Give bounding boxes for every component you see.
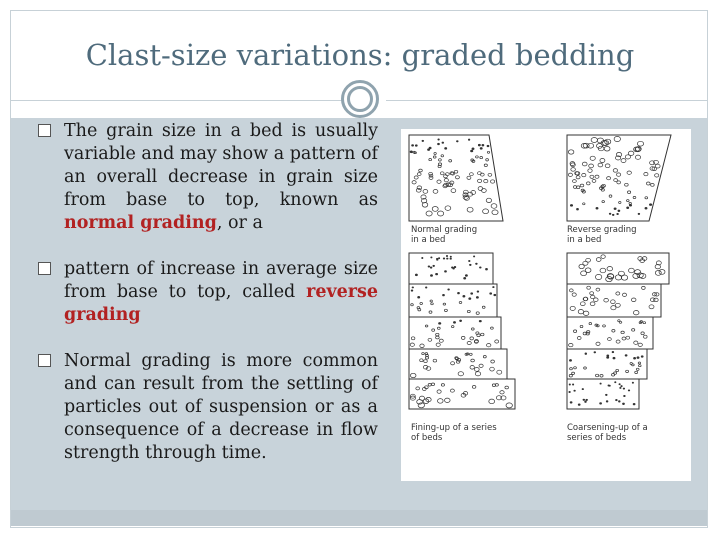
grain [443,258,445,259]
normal-grading-term: normal grading [64,213,217,233]
grain [443,294,445,296]
grain [578,404,580,406]
grain [569,360,571,362]
grain [572,384,573,385]
grain [634,357,636,359]
grain [453,322,455,324]
normal-grading-bed [409,135,503,221]
grain [594,352,596,353]
grain [479,267,481,268]
grain [445,148,447,150]
grain [476,297,478,299]
grain [458,292,460,294]
grain [569,384,570,385]
grain [616,399,618,400]
grain [438,143,440,145]
grain [422,140,424,141]
grain [641,356,643,358]
grain [487,145,489,147]
bullet-box-icon [38,354,51,367]
grain [480,148,482,150]
grain [486,268,488,270]
bullet-item [38,258,378,327]
grain [450,258,452,259]
grain [460,320,462,322]
grain [430,275,432,277]
grain [607,355,609,357]
grain [629,204,631,206]
grain [586,399,588,400]
grain [612,351,614,352]
grain [582,389,584,390]
grain [494,294,496,296]
caption-coarsening-up: Coarsening-up of a series of beds [567,423,648,443]
grain [633,403,635,405]
grain [451,267,453,268]
grain [436,258,438,259]
grain [433,265,435,266]
grain [415,274,417,276]
bullet-text: , or a [216,213,263,233]
grain [439,323,441,325]
grain [617,213,619,214]
grain [600,403,602,405]
grain [596,207,598,209]
bullet-list [38,120,378,488]
caption-fining-up: Fining-up of a series of beds [411,423,497,443]
coarsening-up-series [567,253,669,409]
grain [600,383,601,384]
grain [448,289,450,290]
title-divider-left [11,100,342,101]
grain [456,141,458,142]
grain [469,260,471,261]
bullet-text: The grain size in a bed is usually variable and may show a pattern of an overall decrease in grain size from base to top, known as [64,121,378,210]
grain [438,258,439,259]
grain [585,401,587,403]
grain [621,386,623,387]
bullet-box-icon [38,124,51,137]
grain [410,151,412,153]
grain [618,210,620,212]
grain [469,264,471,265]
grain [418,296,420,298]
grain [618,401,620,403]
grain [628,390,630,391]
grain [619,384,620,385]
grain [637,357,639,359]
grain [428,149,430,151]
bullet-box-icon [38,262,51,275]
grain [583,399,585,400]
grain [476,263,478,264]
grain [570,205,572,207]
grain [425,287,427,288]
grain [471,293,473,295]
grain [624,395,626,396]
grain [493,287,495,288]
title-divider-right [386,100,707,101]
grain [627,207,629,209]
bullet-text: pattern of increase in average size from base to top, called [64,259,378,302]
fining-up-series [409,253,515,409]
grain [471,150,473,152]
grain [632,382,633,383]
grain [490,293,492,295]
grain [415,145,417,147]
grain [623,388,625,389]
grain [438,139,440,140]
grain [482,144,484,146]
grain [478,144,480,146]
grain [473,256,474,257]
grain [625,355,627,357]
grain [445,271,447,273]
grain [465,275,467,277]
grain [446,255,447,256]
grain [412,287,414,288]
grain [585,353,587,355]
grain [447,258,449,259]
grain [464,277,466,279]
caption-reverse-grading: Reverse grading in a bed [567,225,637,245]
grain [570,402,572,404]
grain [620,387,622,388]
graded-bedding-figure [401,129,691,481]
bullet-text: Normal grading is more common and can result from the settling of particles out of suspension or as a consequence of a decrease in flow strength through time. [64,351,378,463]
grain [430,267,432,268]
grain [614,208,616,210]
reverse-grading-term: reverse grading [64,282,378,325]
ring-ornament-inner [347,86,373,112]
bullet-item [38,350,378,465]
grain [607,357,609,359]
grain [428,266,430,267]
grain [412,145,414,147]
grain [431,257,432,258]
grain [612,214,614,215]
slide-title: Clast-size variations: graded bedding [85,38,635,72]
grain [569,391,571,392]
grain [454,266,456,267]
grain [577,208,579,210]
grain [450,256,451,257]
grain [422,257,423,258]
grain [623,403,625,405]
grain [613,357,615,359]
grain [574,390,576,391]
grain [472,148,474,150]
grain [468,139,470,140]
grain [477,291,479,292]
bottom-bar [11,510,707,526]
caption-normal-grading: Normal grading in a bed [411,225,478,245]
grain [469,298,471,300]
grain [479,320,481,322]
bullet-item [38,120,378,235]
grain [615,382,616,383]
grain [609,213,611,214]
grain [606,401,608,403]
grain [605,394,607,395]
grain [645,207,647,209]
grain [436,273,438,275]
grain [609,385,610,386]
grain [411,290,413,291]
grain [638,213,640,214]
grain [463,295,465,297]
grain [442,142,444,143]
grain [649,204,651,206]
